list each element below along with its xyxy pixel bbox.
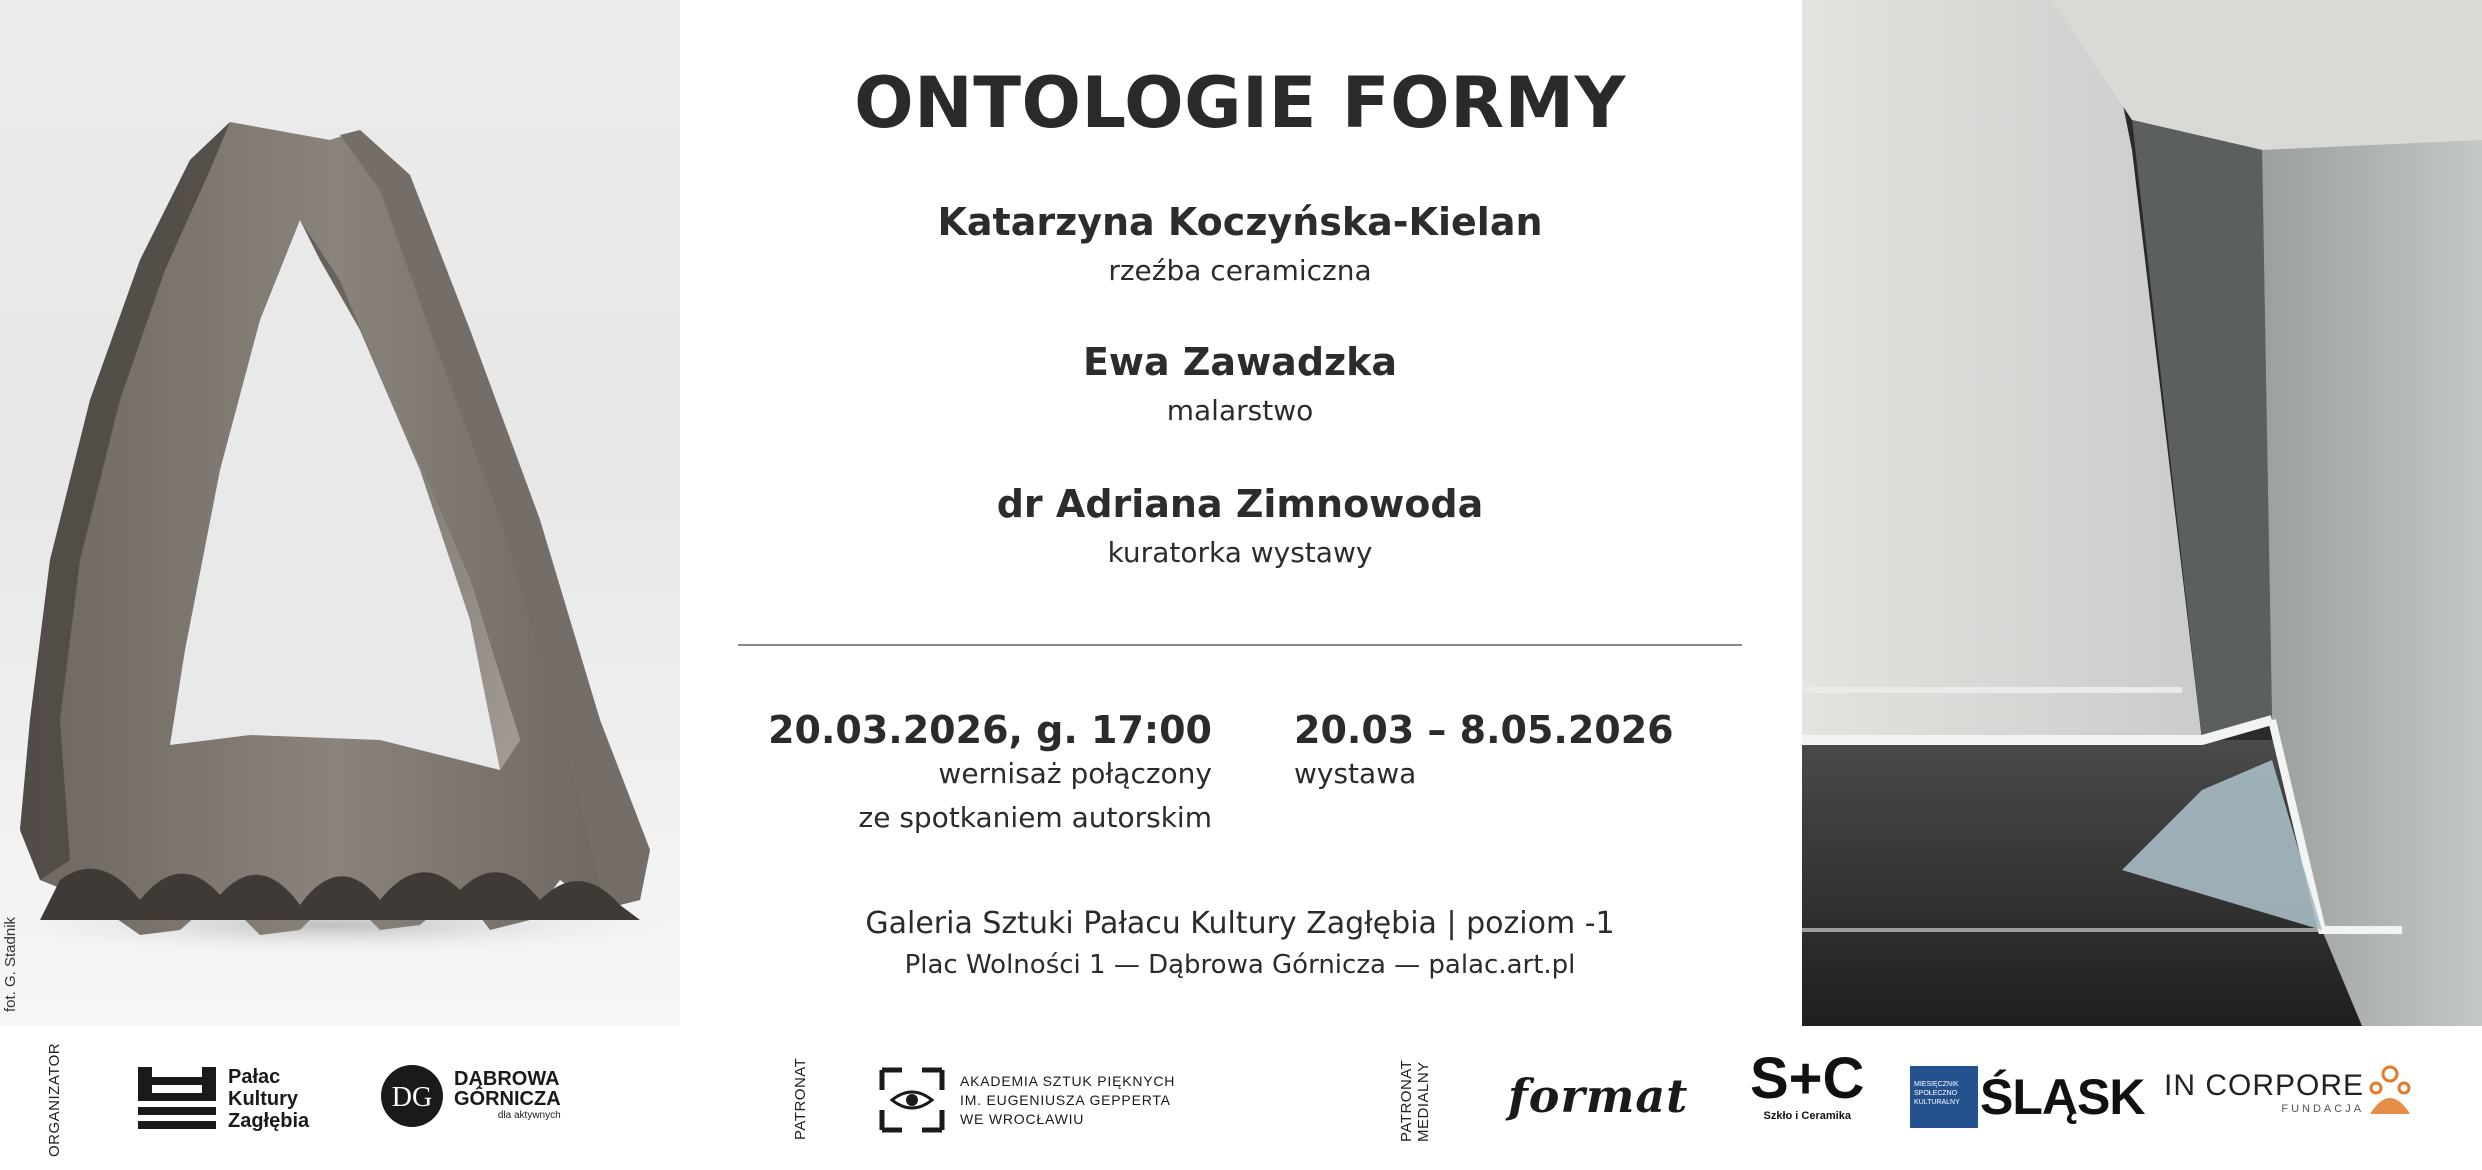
dg-circle-icon — [380, 1064, 444, 1128]
opening-line-1: wernisaż połączony — [938, 757, 1212, 790]
sc-logo-mark: S+C — [1750, 1046, 1865, 1111]
footer-logos — [0, 1026, 2482, 1170]
sc-logo — [1750, 1048, 1864, 1122]
media-label-line-2: MEDIALNY — [1415, 1061, 1432, 1142]
palac-logo-icon — [138, 1067, 216, 1131]
media-label-line-1: PATRONAT — [1398, 1059, 1415, 1142]
asp-line-2: IM. EUGENIUSZA GEPPERTA — [960, 1091, 1171, 1108]
opening-date: 20.03.2026, g. 17:00 — [768, 708, 1212, 752]
asp-line-3: WE WROCŁAWIU — [960, 1110, 1085, 1127]
opening-block — [768, 708, 1212, 840]
asp-line-1: AKADEMIA SZTUK PIĘKNYCH — [960, 1072, 1176, 1089]
opening-line-2: ze spotkaniem autorskim — [858, 801, 1212, 834]
incorpore-figures-icon — [2364, 1064, 2416, 1120]
address-text: Plac Wolności 1 — Dąbrowa Górnicza — palac.art.pl — [904, 950, 1576, 980]
dabrowa-logo-text — [454, 1069, 561, 1123]
artist-role-2: malarstwo — [1166, 394, 1314, 427]
palac-line-1: Pałac — [228, 1066, 281, 1088]
venue-text: Galeria Sztuki Pałacu Kultury Zagłębia | poziom -1 — [865, 906, 1615, 941]
palac-logo — [138, 1066, 309, 1132]
media-patron-label — [1398, 1060, 1432, 1142]
incorpore-logo — [2164, 1064, 2416, 1120]
photo-credit: fot. G. Stadnik — [2, 916, 19, 1012]
asp-eye-icon — [878, 1066, 946, 1134]
exhibition-label: wystawa — [1294, 757, 1417, 790]
dabrowa-tagline: dla aktywnych — [497, 1110, 561, 1121]
artist-name-2: Ewa Zawadzka — [1082, 340, 1398, 384]
exhibition-title: ONTOLOGIE FORMY — [854, 62, 1626, 144]
sc-logo-sub: Szkło i Ceramika — [1763, 1110, 1851, 1122]
divider-line — [738, 644, 1742, 646]
slask-word: ŚLĄSK — [1980, 1069, 2145, 1125]
incorpore-sub: FUNDACJA — [2281, 1103, 2365, 1115]
ceramic-sculpture-image — [0, 0, 680, 1026]
dabrowa-line-1: DĄBROWA — [454, 1068, 560, 1090]
asp-logo — [878, 1066, 1175, 1134]
dabrowa-line-2: GÓRNICZA — [454, 1088, 561, 1110]
artist-role-1: rzeźba ceramiczna — [1108, 254, 1372, 287]
dabrowa-logo — [380, 1064, 561, 1128]
organizer-label: ORGANIZATOR — [46, 1042, 63, 1157]
incorpore-word: IN CORPORE — [2164, 1069, 2365, 1102]
abstract-painting — [1802, 0, 2482, 1026]
slask-side-text: MIESIĘCZNIK SPOŁECZNO KULTURALNY — [1910, 1066, 1978, 1128]
svg-text:DG: DG — [391, 1082, 433, 1113]
asp-logo-text — [960, 1072, 1175, 1129]
format-logo-text: format — [1508, 1069, 1689, 1123]
palac-logo-text — [228, 1066, 309, 1132]
painting-image — [1802, 0, 2482, 1026]
exhibition-block — [1294, 708, 1674, 796]
slask-logo — [1910, 1066, 2144, 1128]
curator-role: kuratorka wystawy — [1107, 536, 1373, 569]
incorpore-text — [2164, 1069, 2364, 1115]
sculpture-photo — [0, 0, 680, 1026]
palac-line-2: Kultury — [228, 1088, 298, 1110]
format-logo — [1508, 1068, 1688, 1124]
artist-name-1: Katarzyna Koczyńska-Kielan — [937, 200, 1543, 244]
palac-line-3: Zagłębia — [228, 1110, 310, 1132]
curator-name: dr Adriana Zimnowoda — [996, 482, 1484, 526]
exhibition-dates: 20.03 – 8.05.2026 — [1294, 708, 1674, 752]
patronage-label: PATRONAT — [792, 1057, 809, 1140]
